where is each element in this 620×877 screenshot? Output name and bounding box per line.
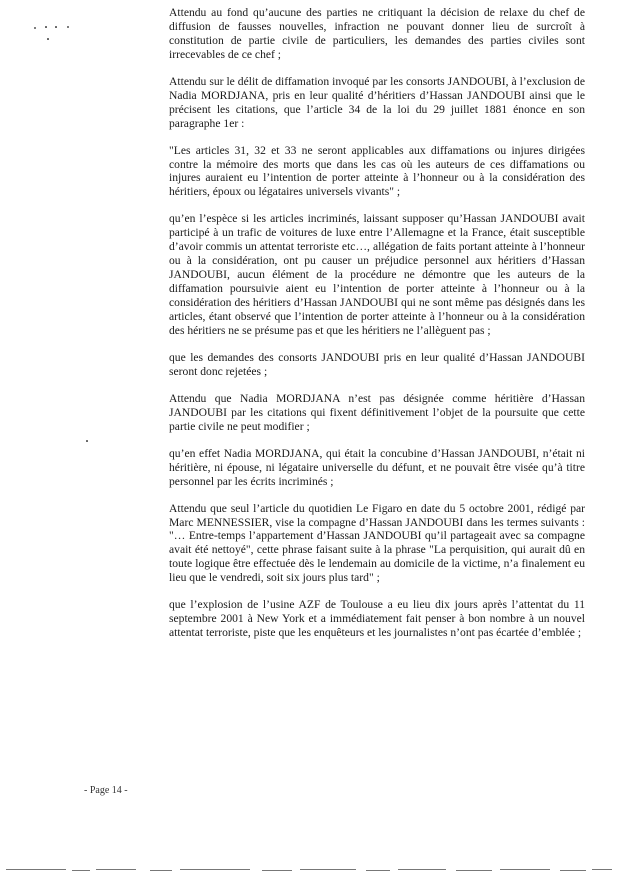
scan-speck: [55, 26, 57, 28]
scan-speck: [86, 440, 88, 442]
page-number: - Page 14 -: [84, 785, 128, 796]
paragraph: Attendu au fond qu’aucune des parties ne critiquant la décision de relaxe du chef de diffusion de fausses nouvelles, infraction ne pouvant donner lieu de surcroît à constitution de partie civile de particuliers, les demandes des parties civiles sont irrecevables de ce chef ;: [169, 6, 585, 61]
document-body: [169, 6, 585, 653]
paragraph: Attendu que seul l’article du quotidien Le Figaro en date du 5 octobre 2001, rédigé par Marc MENNESSIER, vise la compagne d’Hassan JANDOUBI dans les termes suivants : "… Entre-temps l’appartement d’Hassan JANDOUBI qu’il partageait avec sa compagne avait été nettoyé", cette phrase faisant suite à la phrase "La perquisition, qui aurait dû en toute logique être effectuée dès le lendemain au domicile de la victime, n’a finalement eu lieu que le vendredi, soit six jours plus tard" ;: [169, 501, 585, 585]
paragraph: que l’explosion de l’usine AZF de Toulouse a eu lieu dix jours après l’attentat du 11 septembre 2001 à New York et a immédiatement fait penser à bon nombre à un nouvel attentat terroriste, piste que les enquêteurs et les journalistes n’ont pas écartée d’emblée ;: [169, 598, 585, 640]
scan-speck: [47, 38, 49, 40]
paragraph: qu’en effet Nadia MORDJANA, qui était la concubine d’Hassan JANDOUBI, n’était ni héritière, ni épouse, ni légataire universelle du défunt, et ne pouvait être visée qu’à titre personnel par les écrits incriminés ;: [169, 446, 585, 488]
scan-speck: [34, 27, 36, 29]
scan-speck: [67, 26, 69, 28]
paragraph: que les demandes des consorts JANDOUBI pris en leur qualité d’Hassan JANDOUBI seront donc rejetées ;: [169, 350, 585, 378]
paragraph: Attendu sur le délit de diffamation invoqué par les consorts JANDOUBI, à l’exclusion de Nadia MORDJANA, pris en leur qualité d’héritiers d’Hassan JANDOUBI ainsi que le précisent les citations, que l’article 34 de la loi du 29 juillet 1881 énonce en son paragraphe 1er :: [169, 74, 585, 130]
quoted-article: "Les articles 31, 32 et 33 ne seront applicables aux diffamations ou injures dirigées contre la mémoire des morts que dans les cas où les auteurs de ces diffamations ou injures auraient eu l’intention de porter atteinte à l’honneur ou à la considération des héritiers, époux ou légataires universels vivants" ;: [169, 143, 585, 199]
paragraph: Attendu que Nadia MORDJANA n’est pas désignée comme héritière d’Hassan JANDOUBI par les citations qui fixent définitivement l’objet de la poursuite que cette partie civile ne peut modifier ;: [169, 391, 585, 433]
scan-speck: [45, 26, 47, 28]
paragraph: qu’en l’espèce si les articles incriminés, laissant supposer qu’Hassan JANDOUBI avait participé à un trafic de voitures de luxe entre l’Allemagne et la France, était susceptible d’avoir commis un attentat terroriste etc…, allégation de faits portant atteinte à l’honneur ou à la considération, ont pu causer un préjudice personnel aux héritiers d’Hassan JANDOUBI, aucun élément de la procédure ne démontre que les auteurs de la diffamation poursuivie aient eu l’intention de porter atteinte à l’honneur ou à la considération des héritiers d’Hassan JANDOUBI qui ne sont même pas désignés dans les articles, étant observé que l’intention de porter atteinte à l’honneur ou à la considération des héritiers ne se présume pas et que les héritiers ne l’allèguent pas ;: [169, 212, 585, 337]
scan-edge-noise: [0, 868, 620, 872]
